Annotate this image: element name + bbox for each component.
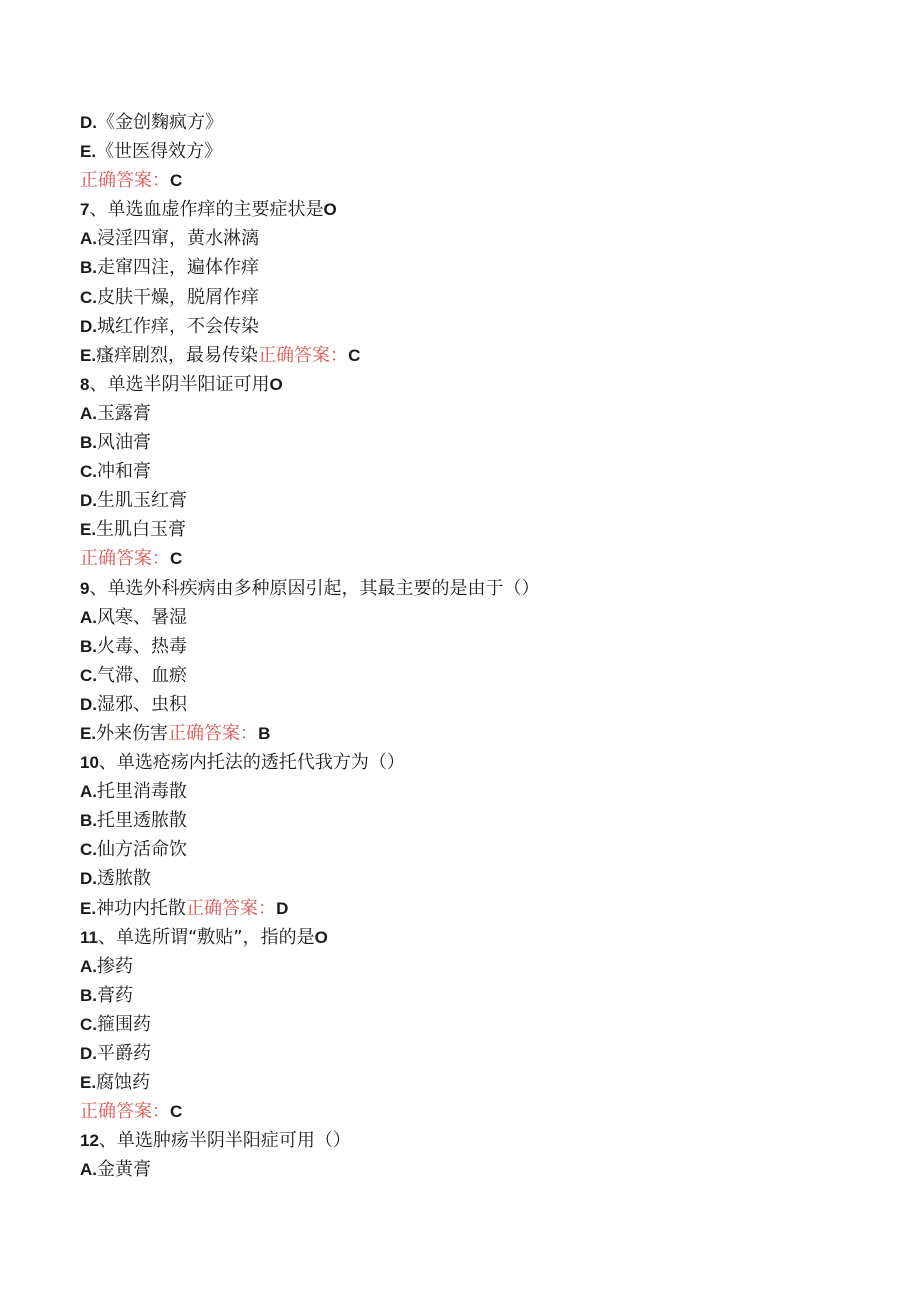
- item-suffix: O: [269, 374, 283, 394]
- item-text: 腐蚀药: [96, 1072, 151, 1094]
- item-prefix: E.: [80, 1073, 97, 1093]
- item-text: 玉露膏: [97, 402, 151, 424]
- option-line: [80, 108, 880, 137]
- answer-label: 正确答案：: [186, 897, 277, 919]
- option-line: [80, 1010, 880, 1039]
- answer-line: [80, 1097, 880, 1126]
- item-text: 湿邪、虫积: [97, 693, 187, 715]
- item-prefix: 12: [80, 1131, 99, 1151]
- item-text: 、单选肿疡半阴半阳症可用（）: [98, 1130, 351, 1152]
- item-text: 浸淫四窜，黄水淋漓: [97, 228, 259, 250]
- item-text: 皮肤干燥，脱屑作痒: [97, 286, 259, 308]
- answer-value: B: [258, 723, 271, 743]
- item-prefix: E.: [80, 345, 97, 365]
- answer-value: C: [170, 171, 183, 191]
- item-text: 平爵药: [97, 1043, 151, 1064]
- item-text: 托里消毒散: [97, 781, 187, 803]
- item-prefix: E.: [80, 142, 97, 162]
- option-line: [80, 486, 880, 515]
- item-prefix: B.: [80, 811, 97, 831]
- option-line: [80, 1068, 880, 1097]
- item-text: 、单选血虚作痒的主要症状是: [89, 199, 324, 221]
- answer-label: 正确答案：: [80, 548, 170, 570]
- answer-value: D: [276, 898, 289, 918]
- answer-value: C: [348, 345, 361, 365]
- item-text: 、单选所谓“敷贴”，指的是: [97, 926, 315, 948]
- question-line: [80, 748, 880, 777]
- item-prefix: C.: [80, 287, 97, 307]
- item-text: 风油膏: [97, 432, 151, 454]
- item-prefix: A.: [80, 607, 97, 627]
- option-line: [80, 283, 880, 312]
- item-text: 箍围药: [97, 1013, 151, 1035]
- item-text: 膏药: [97, 984, 133, 1006]
- question-line: [80, 370, 880, 399]
- document-page: [80, 108, 880, 1184]
- item-text: 走窜四注，遍体作痒: [97, 257, 259, 279]
- item-text: 城红作痒，不会传染: [97, 315, 259, 337]
- item-prefix: 11: [80, 927, 98, 947]
- item-text: 仙方活命饮: [97, 839, 187, 861]
- item-prefix: 8: [80, 374, 90, 394]
- item-prefix: C.: [80, 462, 97, 482]
- item-text: 、单选疮疡内托法的透托代我方为（）: [98, 752, 405, 774]
- item-prefix: B.: [80, 636, 97, 656]
- option-line: [80, 137, 880, 166]
- item-text: 《世医得效方》: [96, 141, 223, 163]
- item-prefix: C.: [80, 1014, 97, 1034]
- item-text: 掺药: [97, 955, 133, 977]
- item-prefix: A.: [80, 229, 97, 249]
- item-text: 、单选外科疾病由多种原因引起，其最主要的是由于（）: [89, 577, 540, 599]
- option-line: [80, 777, 880, 806]
- option-line: [80, 428, 880, 457]
- option-line: [80, 1039, 880, 1068]
- option-line: [80, 399, 880, 428]
- item-prefix: A.: [80, 1160, 97, 1180]
- item-prefix: A.: [80, 782, 97, 802]
- item-text: 、单选半阴半阳证可用: [89, 373, 270, 395]
- item-text: 冲和膏: [97, 461, 151, 483]
- option-line: [80, 806, 880, 835]
- answer-value: C: [170, 1102, 183, 1122]
- item-prefix: A.: [80, 403, 97, 423]
- item-prefix: E.: [80, 723, 97, 743]
- item-prefix: D.: [80, 491, 97, 511]
- item-prefix: B.: [80, 433, 97, 453]
- item-prefix: C.: [80, 840, 97, 860]
- item-prefix: D.: [80, 869, 97, 889]
- question-line: [80, 1126, 880, 1155]
- item-prefix: 9: [80, 578, 90, 598]
- item-suffix: O: [323, 200, 337, 220]
- item-text: 托里透脓散: [97, 810, 187, 832]
- item-prefix: D.: [80, 694, 97, 714]
- item-text: 《金创麴疯方》: [97, 112, 223, 133]
- option-line: [80, 690, 880, 719]
- option-line: [80, 894, 880, 923]
- question-line: [80, 923, 880, 952]
- item-prefix: B.: [80, 985, 97, 1005]
- item-text: 生肌白玉膏: [96, 519, 187, 541]
- item-prefix: D.: [80, 1044, 97, 1063]
- item-text: 神功内托散: [96, 897, 187, 919]
- item-prefix: B.: [80, 258, 97, 278]
- item-text: 金黄膏: [97, 1159, 151, 1181]
- item-text: 瘙痒剧烈，最易传染: [96, 344, 259, 366]
- item-text: 生肌玉红膏: [97, 490, 187, 512]
- question-line: [80, 574, 880, 603]
- item-prefix: E.: [80, 898, 97, 918]
- item-prefix: E.: [80, 520, 97, 540]
- option-line: [80, 632, 880, 661]
- item-prefix: D.: [80, 316, 97, 336]
- item-prefix: 7: [80, 200, 90, 220]
- item-prefix: 10: [80, 753, 99, 773]
- option-line: [80, 341, 880, 370]
- option-line: [80, 661, 880, 690]
- answer-label: 正确答案：: [168, 722, 259, 744]
- option-line: [80, 603, 880, 632]
- question-line: [80, 195, 880, 224]
- item-text: 透脓散: [97, 868, 151, 890]
- item-prefix: A.: [80, 956, 97, 976]
- option-line: [80, 312, 880, 341]
- item-prefix: C.: [80, 665, 97, 685]
- item-prefix: D.: [80, 113, 97, 132]
- item-text: 火毒、热毒: [97, 635, 187, 657]
- answer-line: [80, 544, 880, 573]
- option-line: [80, 981, 880, 1010]
- item-text: 外来伤害: [96, 722, 169, 744]
- option-line: [80, 1155, 880, 1184]
- option-line: [80, 835, 880, 864]
- option-line: [80, 457, 880, 486]
- item-text: 风寒、暑湿: [97, 606, 187, 628]
- option-line: [80, 515, 880, 544]
- option-line: [80, 864, 880, 893]
- option-line: [80, 253, 880, 282]
- answer-label: 正确答案：: [80, 1101, 170, 1123]
- item-suffix: O: [314, 927, 328, 947]
- option-line: [80, 224, 880, 253]
- answer-line: [80, 166, 880, 195]
- answer-label: 正确答案：: [258, 344, 349, 366]
- option-line: [80, 719, 880, 748]
- option-line: [80, 952, 880, 981]
- item-text: 气滞、血瘀: [97, 664, 187, 686]
- answer-value: C: [170, 549, 183, 569]
- answer-label: 正确答案：: [80, 170, 170, 192]
